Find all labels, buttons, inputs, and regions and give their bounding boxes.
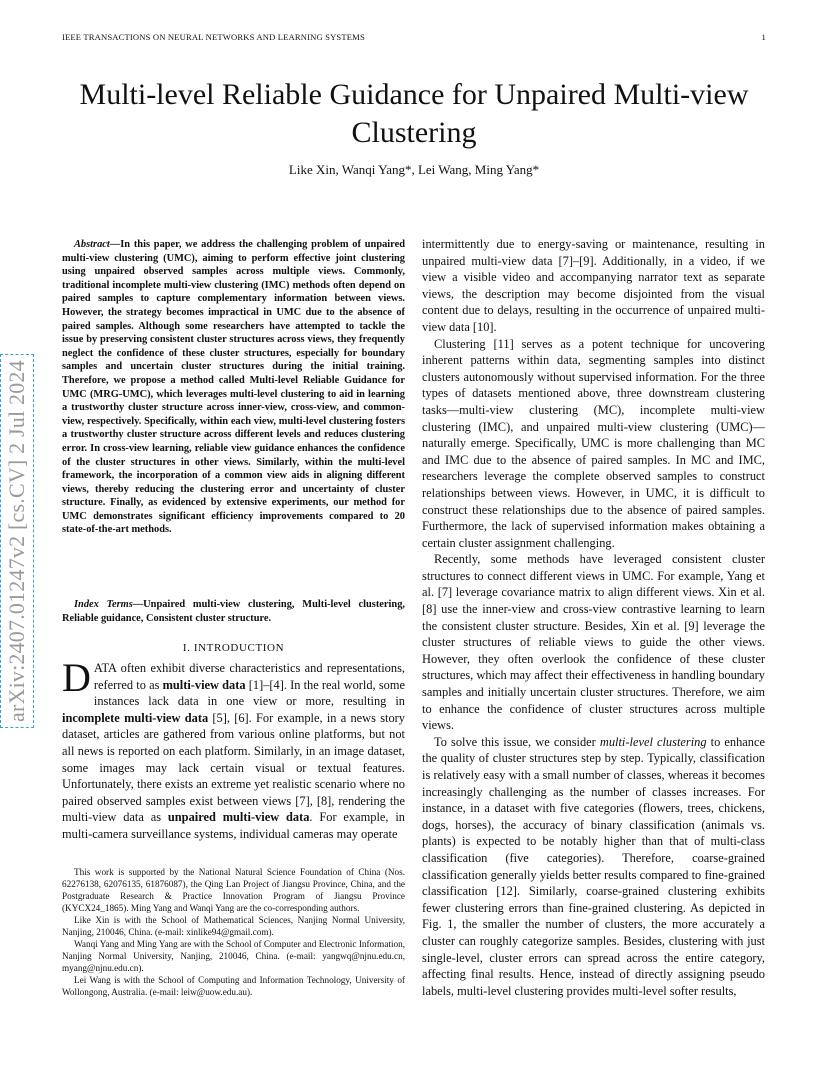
index-terms-text: Unpaired multi-view clustering, Multi-level clustering, Reliable guidance, Consistent cluster structure. xyxy=(62,599,405,624)
paragraph-text: to enhance the quality of cluster structures step by step. Typically, classification is relatively easy with a small number of classes, whereas it becomes increasingly challenging as the number of classes increases. For instance, in a dataset with five categories (flowers, trees, chickens, dogs, horses), the accuracy of binary classification (animals vs. plants) is expected to be notably higher than that of multi-class classification (five categories). Therefore, coarse-grained classification generally yields better results compared to fine-grained classification [12]. Similarly, coarse-grained clustering exhibits fewer clustering errors than fine-grained clustering. As depicted in Fig. 1, the smaller the number of clusters, the more accurately a cluster can roughly categorize samples. Besides, clustering with just single-level, cluster errors can spread across the entire category, affecting final results. Hence, instead of directly assigning pseudo labels, multi-level clustering provides multi-level softer results, xyxy=(422,734,766,998)
term-multiview: multi-view data xyxy=(162,677,246,692)
arxiv-id: arXiv:2407.01247v2 [cs.CV] 2 Jul 2024 xyxy=(4,360,29,722)
intro-text: [1]–[4]. In the real world, some instances lack data in one view or more, resulting in xyxy=(93,677,405,709)
running-header xyxy=(62,32,766,46)
intro-text: ATA often exhibit diverse characteristics and representations, referred to as xyxy=(93,661,405,692)
right-column xyxy=(422,236,765,999)
drop-cap: D xyxy=(62,655,91,700)
paragraph: Clustering [11] serves as a potent technique for uncovering inherent patterns within data, segmenting samples into distinct clusters autonomously without supervised information. For the three types of datasets mentioned above, three downstream clustering tasks—multi-view clustering (MC), incomplete multi-view clustering (IMC), and unpaired multi-view clustering (UMC)—naturally emerge. Specifically, UMC is more challenging than MC and IMC due to the absence of paired samples. In MC and IMC, researchers leverage the complete observed samples to construct relationships between views. However, in UMC, it is difficult to construct these relationships due to the absence of paired samples. Furthermore, the lack of supervised information makes obtaining a certain cluster assignment challenging. xyxy=(422,336,765,550)
page-number: 1 xyxy=(761,32,766,42)
footnotes xyxy=(62,866,405,998)
term-multilevel: multi-level clustering xyxy=(599,734,707,749)
arxiv-stamp[interactable] xyxy=(4,360,30,722)
index-terms: Index Terms—Unpaired multi-view clustering, Multi-level clustering, Reliable guidance, Consistent cluster structure. xyxy=(62,599,405,624)
intro-paragraph xyxy=(62,655,405,843)
paragraph-text: To solve this issue, we consider xyxy=(434,734,600,749)
section-heading: I. INTRODUCTION xyxy=(182,642,285,654)
author-list: Like Xin, Wanqi Yang*, Lei Wang, Ming Yang* xyxy=(288,162,540,177)
abstract-label: Abstract xyxy=(74,239,110,250)
footnote: Wanqi Yang and Ming Yang are with the School of Computer and Electronic Information, Nanjing Normal University, Nanjing, 210046, China. (e-mail: yangwq@njnu.edu.cn, myang@njnu.edu.cn). xyxy=(62,939,405,973)
footnote: Lei Wang is with the School of Computing and Information Technology, University of Wollongong, Australia. (e-mail: leiw@uow.edu.au). xyxy=(62,975,405,997)
paragraph: Recently, some methods have leveraged consistent cluster structures to connect different views in UMC. For example, Yang et al. [7] leverage covariance matrix to align different views. Xin et al. [8] use the inner-view and cross-view contrastive learning to learn the consistent cluster structure. Besides, Xin et al. [9] leverage the cluster structures of reliable views to guide the other views. However, they often overlook the confidence of these cluster structures, which may affect their effectiveness in handling boundary samples and initially uncertain cluster structures. Therefore, we aim to enhance the confidence of cluster structures across multiple views. xyxy=(422,552,765,733)
footnote: This work is supported by the National Natural Science Foundation of China (Nos. 62276138, 62076135, 61876087), the Qing Lan Project of Jiangsu Province, China, and the Postgraduate Research & Practice Innovation Program of Jiangsu Province (KYCX24_1865). Ming Yang and Wanqi Yang are the co-corresponding authors. xyxy=(62,867,405,913)
journal-name: IEEE TRANSACTIONS ON NEURAL NETWORKS AND LEARNING SYSTEMS xyxy=(62,32,365,42)
paragraph xyxy=(422,734,765,1000)
intro-text: . For example, in multi-camera surveillance systems, individual cameras may operate xyxy=(62,810,405,841)
arxiv-link-box xyxy=(0,354,34,728)
intro-text: [5], [6]. For example, in a news story dataset, articles are gathered from various online platforms, but not all news is reported on each platform. Similarly, in an image dataset, some images may lack certain visual or textual features. Unfortunately, there exists an extreme yet realistic scenario where no paired observed samples exist between views [7], [8], rendering the multi-view data as xyxy=(62,710,405,825)
index-terms-label: Index Terms xyxy=(74,599,133,610)
abstract-text: In this paper, we address the challenging problem of unpaired multi-view clustering (UMC), aiming to perform effective joint clustering using unpaired observed samples across multiple views. Commonly, traditional incomplete multi-view clustering (IMC) methods often depend on paired samples to capture complementary information between views. However, the strategy becomes impractical in UMC due to the absence of paired samples. Although some researchers have attempted to tackle the issue by preserving consistent cluster structures across views, they frequently neglect the confidence of these cluster structures, especially for boundary samples and uncertain cluster structures during the initial training. Therefore, we propose a method called Multi-level Reliable Guidance for UMC (MRG-UMC), which leverages multi-level clustering to aid in learning a trustworthy cluster structure across inner-view, cross-view, and common-view, respectively. Specifically, within each view, multi-level clustering fosters a trustworthy cluster structure across different levels and reduces clustering error. In cross-view learning, reliable view guidance enhances the confidence of the cluster structures in other views. Similarly, within the multi-level framework, the incorporation of a common view aids in aligning different views, thereby reducing the clustering error and uncertainty of cluster structure. Finally, as evidenced by extensive experiments, our method for UMC demonstrates significant efficiency improvements compared to 20 state-of-the-art methods. xyxy=(62,239,405,536)
footnote: Like Xin is with the School of Mathematical Sciences, Nanjing Normal University, Nanjing, 210046, China. (e-mail: xinlike94@gmail.com). xyxy=(62,915,405,937)
term-incomplete: incomplete multi-view data xyxy=(62,710,209,725)
paragraph: intermittently due to energy-saving or maintenance, resulting in unpaired multi-view data [7]–[9]. Additionally, in a video, if we view a visible video and accompanying narrator text as separate views, the description may become disjointed from the visual content due to delays, resulting in the occurrence of unpaired multi-view data [10]. xyxy=(422,237,765,334)
term-unpaired: unpaired multi-view data xyxy=(167,810,310,825)
paper-title: Multi-level Reliable Guidance for Unpaired Multi-view Clustering xyxy=(79,78,749,149)
abstract: Abstract—In this paper, we address the challenging problem of unpaired multi-view clustering (UMC), aiming to perform effective joint clustering using unpaired observed samples across multiple views. Commonly, traditional incomplete multi-view clustering (IMC) methods often depend on paired samples to capture complementary information between views. However, the strategy becomes impractical in UMC due to the absence of paired samples. Although some researchers have attempted to tackle the issue by preserving consistent cluster structures across views, they frequently neglect the confidence of these cluster structures, especially for boundary samples and uncertain cluster structures during the initial training. Therefore, we propose a method called Multi-level Reliable Guidance for UMC (MRG-UMC), which leverages multi-level clustering to aid in learning a trustworthy cluster structure across inner-view, cross-view, and common-view, respectively. Specifically, within each view, multi-level clustering fosters a trustworthy cluster structure across different levels and reduces clustering error. In cross-view learning, reliable view guidance enhances the confidence of the cluster structures in other views. Similarly, within the multi-level framework, the incorporation of a common view aids in aligning different views, thereby reducing the clustering error and uncertainty of cluster structure. Finally, as evidenced by extensive experiments, our method for UMC demonstrates significant efficiency improvements compared to 20 state-of-the-art methods. xyxy=(62,239,405,536)
